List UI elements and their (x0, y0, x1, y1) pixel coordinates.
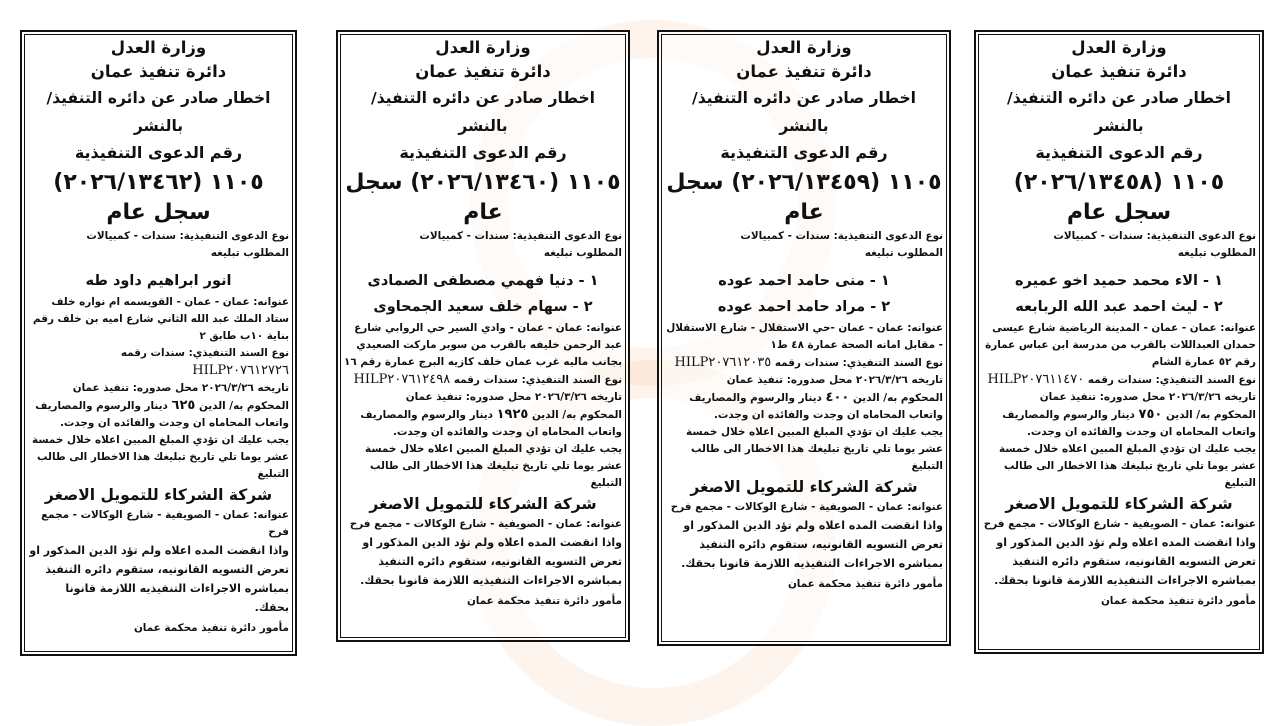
document-date: تاريخه ٢٠٢٦/٣/٢٦ محل صدوره: تنفيذ عمان (405, 391, 622, 403)
company-name: شركة الشركاء للتمويل الاصغر (44, 486, 273, 504)
judgment-prefix: المحكوم به/ الدين (531, 409, 622, 421)
company-address: عنوانه: عمان - الصويفية - شارع الوكالات - مجمع فرح (983, 518, 1256, 530)
company-name: شركة الشركاء للتمويل الاصغر (369, 495, 597, 513)
case-label: رقم الدعوى التنفيذية (74, 143, 243, 162)
party-address: عنوانه: عمان - عمان -حي الاستقلال - شارع الاستقلال - مقابل امانه الصحة عمارة ٤٨ ط١ (666, 322, 943, 351)
company-name: شركة الشركاء للتمويل الاصغر (1005, 495, 1233, 513)
payment-notice: يجب عليك ان تؤدي المبلغ المبين اعلاه خلال خمسة عشر يوما تلي تاريخ تبليغك هذا الاخطار الى طالب التبليغ (32, 434, 289, 480)
party-name-2: ٢ - ليث احمد عبد الله الربابعه (1015, 299, 1223, 315)
company-address: عنوانه: عمان - الصويفية - شارع الوكالات - مجمع فرح (670, 501, 943, 513)
judgment-amount: ٤٠٠ (825, 390, 850, 405)
legal-notice-card (974, 30, 1264, 654)
ministry-heading: وزارة العدل (756, 38, 852, 57)
notification-title: اخطار صادر عن دائره التنفيذ/ بالنشر (46, 89, 271, 135)
to-notify-label: المطلوب تبليغه (210, 247, 289, 259)
judgment-suffix: دينار والرسوم والمصاريف واتعاب المحاماه ان وجدت والفائده ان وجدت. (360, 409, 622, 438)
judgment-suffix: دينار والرسوم والمصاريف واتعاب المحاماه ان وجدت والفائده ان وجدت. (1002, 409, 1256, 438)
party-name-1: ١ - الاء محمد حميد اخو عميره (1015, 273, 1223, 289)
judgment-amount: ١٩٢٥ (496, 407, 529, 422)
payment-notice: يجب عليك ان تؤدي المبلغ المبين اعلاه خلال خمسة عشر يوما تلي تاريخ تبليغك هذا الاخطار الى طالب التبليغ (999, 443, 1256, 489)
party-address: عنوانه: عمان - عمان - القويسمه ام نواره خلف ستاد الملك عبد الله الثاني شارع اميه بن خلف رقم بناية ١٠ب طابق ٢ (33, 296, 289, 342)
closing-text: واذا انقضت المده اعلاه ولم تؤد الدين المذكور او تعرض التسويه القانونيه، ستقوم دائره التنفيذ بمباشره الاجراءات التنفيذيه اللازمة قانونا بحقك. (681, 519, 943, 570)
document-type (982, 371, 1256, 389)
case-type: نوع الدعوى التنفيذية: سندات - كمبيالات (740, 230, 943, 242)
document-code: HILP٢٠٧٦١١٤٧٠ (987, 372, 1085, 387)
legal-notice-card (20, 30, 297, 656)
judgment-prefix: المحكوم به/ الدين (852, 392, 943, 404)
case-type: نوع الدعوى التنفيذية: سندات - كمبيالات (419, 230, 622, 242)
judgment-amount: ٧٥٠ (1138, 407, 1163, 422)
department-heading: دائرة تنفيذ عمان (415, 62, 551, 81)
party-address: عنوانه: عمان - عمان - المدينة الرياضية شارع عيسى حمدان العبداللات بالقرب من مدرسة ابن عباس عمارة رقم ٥٢ عمارة الشام (985, 322, 1256, 368)
department-heading: دائرة تنفيذ عمان (1051, 62, 1187, 81)
case-number: ١١٠٥ (٢٠٢٦/١٣٤٦٢) سجل عام (53, 170, 264, 225)
document-date: تاريخه ٢٠٢٦/٣/٢٦ محل صدوره: تنفيذ عمان (726, 374, 943, 386)
document-type (665, 354, 943, 372)
notification-title: اخطار صادر عن دائره التنفيذ/ بالنشر (1007, 89, 1231, 135)
judgment-text (982, 406, 1256, 441)
signature-line: مأمور دائرة تنفيذ محكمة عمان (133, 622, 289, 634)
document-date: تاريخه ٢٠٢٦/٣/٢٦ محل صدوره: تنفيذ عمان (72, 382, 289, 394)
document-code: HILP٢٠٧٦١٢٤٩٨ (353, 372, 451, 387)
judgment-text (665, 389, 943, 424)
case-type: نوع الدعوى التنفيذية: سندات - كمبيالات (86, 230, 289, 242)
signature-line: مأمور دائرة تنفيذ محكمة عمان (1100, 595, 1256, 607)
to-notify-label: المطلوب تبليغه (864, 247, 943, 259)
case-number: ١١٠٥ (٢٠٢٦/١٣٤٥٨) سجل عام (1013, 170, 1225, 225)
judgment-text (344, 406, 622, 441)
judgment-prefix: المحكوم به/ الدين (198, 400, 289, 412)
party-name-1: ١ - دنيا فهمي مصطفى الصمادى (367, 273, 599, 289)
party-name-1: ١ - منى حامد احمد عوده (718, 273, 890, 289)
case-label: رقم الدعوى التنفيذية (399, 143, 567, 162)
notification-title: اخطار صادر عن دائره التنفيذ/ بالنشر (371, 89, 595, 135)
ministry-heading: وزارة العدل (1071, 38, 1167, 57)
signature-line: مأمور دائرة تنفيذ محكمة عمان (466, 595, 622, 607)
closing-text: واذا انقضت المده اعلاه ولم تؤد الدين المذكور او تعرض التسويه القانونيه، ستقوم دائره التنفيذ بمباشره الاجراءات التنفيذيه اللازمة قانونا بحقك. (360, 536, 622, 587)
document-type-label: نوع السند التنفيذي: سندات رقمه (120, 347, 289, 359)
party-name-2: ٢ - مراد حامد احمد عوده (717, 299, 891, 315)
party-name: انور ابراهيم داود طه (85, 273, 232, 289)
company-address: عنوانه: عمان - الصويفية - شارع الوكالات - مجمع فرح (41, 509, 289, 538)
judgment-text (28, 397, 289, 432)
legal-notice-card (657, 30, 951, 646)
judgment-suffix: دينار والرسوم والمصاريف واتعاب المحاماه ان وجدت والفائده ان وجدت. (689, 392, 943, 421)
closing-text: واذا انقضت المده اعلاه ولم تؤد الدين المذكور او تعرض التسويه القانونيه، ستقوم دائره التنفيذ بمباشره الاجراءات التنفيذيه اللازمة قانونا بحقك. (994, 536, 1256, 587)
ministry-heading: وزارة العدل (435, 38, 531, 57)
case-number: ١١٠٥ (٢٠٢٦/١٣٤٥٩) سجل عام (666, 170, 942, 225)
company-name: شركة الشركاء للتمويل الاصغر (690, 478, 918, 496)
case-number: ١١٠٥ (٢٠٢٦/١٣٤٦٠) سجل عام (345, 170, 621, 225)
party-address: عنوانه: عمان - عمان - وادي السير حي الروابي شارع عبد الرحمن خليفه بالقرب من سوبر ماركت الصعيدي بجانب ماليه غرب عمان خلف كازيه البرج عمارة رقم ١٦ (344, 322, 622, 368)
payment-notice: يجب عليك ان تؤدي المبلغ المبين اعلاه خلال خمسة عشر يوما تلي تاريخ تبليغك هذا الاخطار الى طالب التبليغ (686, 426, 943, 472)
notification-title: اخطار صادر عن دائره التنفيذ/ بالنشر (692, 89, 916, 135)
legal-notice-card (336, 30, 630, 642)
document-type-label: نوع السند التنفيذي: سندات رقمه (453, 374, 622, 386)
payment-notice: يجب عليك ان تؤدي المبلغ المبين اعلاه خلال خمسة عشر يوما تلي تاريخ تبليغك هذا الاخطار الى طالب التبليغ (365, 443, 622, 489)
judgment-amount: ٦٢٥ (171, 398, 196, 413)
ministry-heading: وزارة العدل (110, 38, 207, 57)
document-type-label: نوع السند التنفيذي: سندات رقمه (1087, 374, 1256, 386)
judgment-prefix: المحكوم به/ الدين (1165, 409, 1256, 421)
party-name-2: ٢ - سهام خلف سعيد الجمحاوى (373, 299, 593, 315)
document-date: تاريخه ٢٠٢٦/٣/٢٦ محل صدوره: تنفيذ عمان (1039, 391, 1256, 403)
signature-line: مأمور دائرة تنفيذ محكمة عمان (787, 578, 943, 590)
case-label: رقم الدعوى التنفيذية (1035, 143, 1203, 162)
document-type (28, 345, 289, 380)
to-notify-label: المطلوب تبليغه (1177, 247, 1256, 259)
document-type-label: نوع السند التنفيذي: سندات رقمه (774, 357, 943, 369)
case-label: رقم الدعوى التنفيذية (720, 143, 888, 162)
to-notify-label: المطلوب تبليغه (543, 247, 622, 259)
closing-text: واذا انقضت المده اعلاه ولم تؤد الدين المذكور او تعرض التسويه القانونيه، ستقوم دائره التنفيذ بمباشره الاجراءات التنفيذيه اللازمة قانونا بحقك. (29, 544, 289, 614)
judgment-suffix: دينار والرسوم والمصاريف واتعاب المحاماه ان وجدت والفائده ان وجدت. (35, 400, 289, 429)
company-address: عنوانه: عمان - الصويفية - شارع الوكالات - مجمع فرح (349, 518, 622, 530)
document-type (344, 371, 622, 389)
case-type: نوع الدعوى التنفيذية: سندات - كمبيالات (1053, 230, 1256, 242)
department-heading: دائرة تنفيذ عمان (90, 62, 227, 81)
document-code: HILP٢٠٧٦١٢٧٢٦ (192, 363, 289, 378)
document-code: HILP٢٠٧٦١٢٠٣٥ (674, 355, 772, 370)
department-heading: دائرة تنفيذ عمان (736, 62, 872, 81)
